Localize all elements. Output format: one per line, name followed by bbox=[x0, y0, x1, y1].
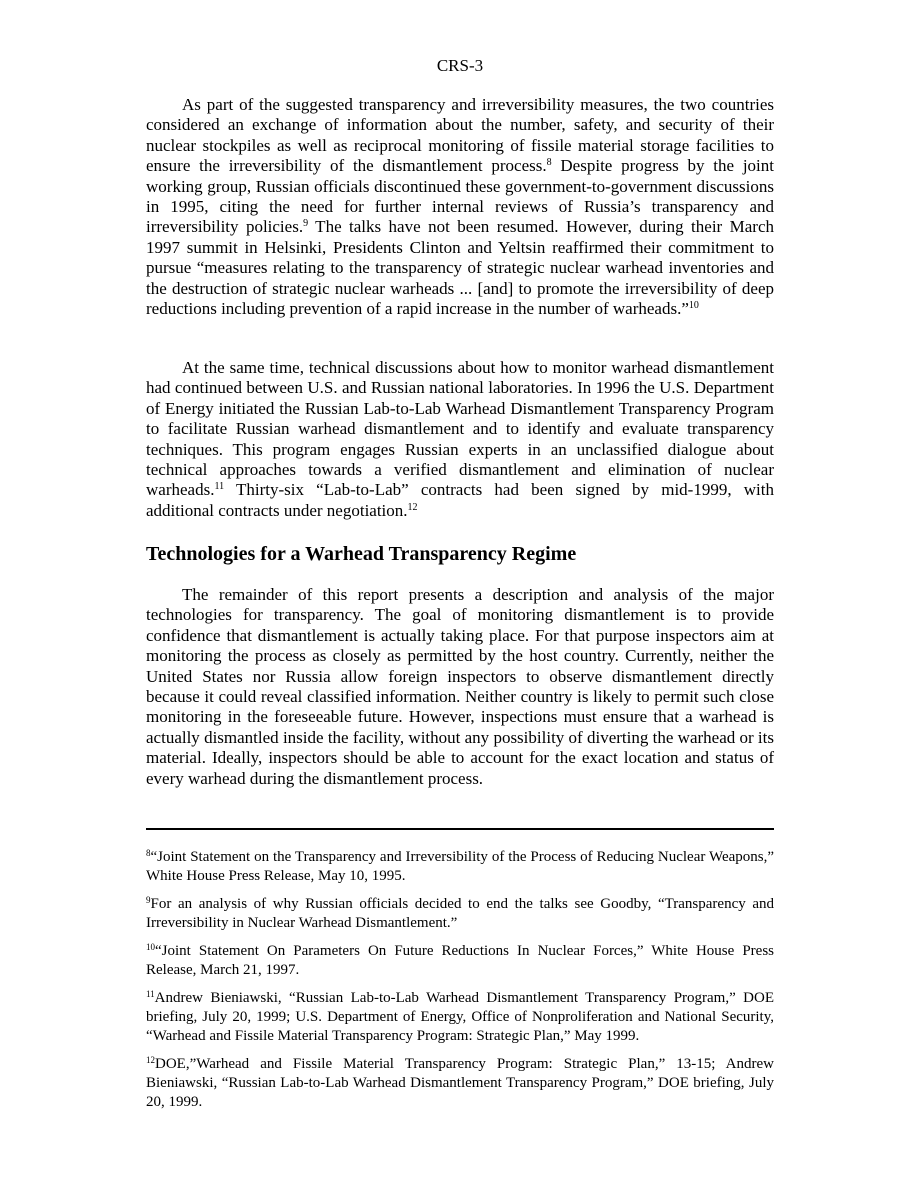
paragraph-3-text: The remainder of this report presents a description and analysis of the major technologies for transparency. The goal of monitoring dismantlement is to provide confidence that dismantlement is actually taking place. For that purpose inspectors aim at monitoring the process as closely as permitted by the host country. Currently, neither the United States nor Russia allow foreign inspectors to observe dismantlement directly because it could reveal classified information. Neither country is likely to permit such close monitoring in the foreseeable future. However, inspections must ensure that a warhead is actually dismantled inside the facility, without any possibility of diverting the warhead or its material. Ideally, inspectors should be able to account for the exact location and status of every warhead during the dismantlement process. bbox=[146, 585, 774, 788]
footnote-ref-8[interactable]: 8 bbox=[546, 157, 552, 169]
footnote-text: For an analysis of why Russian officials decided to end the talks see Goodby, “Transparency and Irreversibility in Nuclear Warhead Dismantlement.” bbox=[146, 896, 774, 931]
footnote-text: “Joint Statement On Parameters On Future Reductions In Nuclear Forces,” White House Press Release, March 21, 1997. bbox=[146, 943, 774, 978]
footnote-number: 12 bbox=[146, 1055, 155, 1065]
footnote-ref-12[interactable]: 12 bbox=[407, 501, 418, 513]
footnote-number: 11 bbox=[146, 989, 155, 999]
footnote-ref-9[interactable]: 9 bbox=[303, 218, 309, 230]
footnote-divider bbox=[146, 828, 774, 830]
footnote-text: Andrew Bieniawski, “Russian Lab-to-Lab Warhead Dismantlement Transparency Program,” DOE briefing, July 20, 1999; U.S. Department of Energy, Office of Nonproliferation and National Security, “Warhead and Fissile Material Transparency Program: Strategic Plan,” May 1999. bbox=[146, 990, 774, 1044]
footnote bbox=[146, 942, 774, 980]
footnote-text: DOE,”Warhead and Fissile Material Transparency Program: Strategic Plan,” 13-15; Andrew Bieniawski, “Russian Lab-to-Lab Warhead Dismantlement Transparency Program,” DOE briefing, July 20, 1999. bbox=[146, 1056, 774, 1110]
section-heading: Technologies for a Warhead Transparency Regime bbox=[146, 543, 577, 565]
paragraph-1-text-a: As part of the suggested transparency and irreversibility measures, the two countries considered an exchange of information about the number, safety, and security of their nuclear stockpiles as well as reciprocal monitoring of fissile material storage facilities to ensure the irreversibility of the dismantlement process. bbox=[146, 95, 774, 176]
paragraph-1 bbox=[146, 95, 774, 319]
footnote-number: 9 bbox=[146, 895, 151, 905]
footnote bbox=[146, 1055, 774, 1112]
paragraph-3 bbox=[146, 585, 774, 789]
page-number: CRS-3 bbox=[436, 56, 484, 75]
paragraph-2-text-a: At the same time, technical discussions about how to monitor warhead dismantlement had continued between U.S. and Russian national laboratories. In 1996 the U.S. Department of Energy initiated the Russian Lab-to-Lab Warhead Dismantlement Transparency Program to facilitate Russian warhead dismantlement and to identify and evaluate transparency techniques. This program engages Russian experts in an unclassified dialogue about technical approaches towards a verified dismantlement and elimination of nuclear warheads. bbox=[146, 358, 774, 500]
paragraph-1-text-b: Despite progress by the joint working group, Russian officials discontinued these government-to-government discussions in 1995, citing the need for further internal reviews of Russia’s transparency and irreversibility policies. bbox=[146, 156, 775, 237]
paragraph-1-text-c: The talks have not been resumed. However, during their March 1997 summit in Helsinki, Presidents Clinton and Yeltsin reaffirmed their commitment to pursue “measures relating to the transparency of strategic nuclear warhead inventories and the destruction of strategic nuclear warheads ... [and] to promote the irreversibility of deep reductions including prevention of a rapid increase in the number of warheads.” bbox=[146, 217, 774, 319]
paragraph-2 bbox=[146, 358, 774, 521]
footnote-ref-11[interactable]: 11 bbox=[214, 481, 225, 493]
footnote-number: 10 bbox=[146, 942, 155, 952]
footnote-ref-10[interactable]: 10 bbox=[688, 300, 699, 312]
footnote-number: 8 bbox=[146, 848, 151, 858]
footnote-text: “Joint Statement on the Transparency and Irreversibility of the Process of Reducing Nuclear Weapons,” White House Press Release, May 10, 1995. bbox=[146, 849, 774, 884]
paragraph-2-text-b: Thirty-six “Lab-to-Lab” contracts had been signed by mid-1999, with additional contracts under negotiation. bbox=[146, 480, 774, 520]
footnote bbox=[146, 848, 774, 886]
footnote bbox=[146, 989, 774, 1046]
footnote bbox=[146, 895, 774, 933]
footnotes bbox=[146, 848, 774, 1121]
